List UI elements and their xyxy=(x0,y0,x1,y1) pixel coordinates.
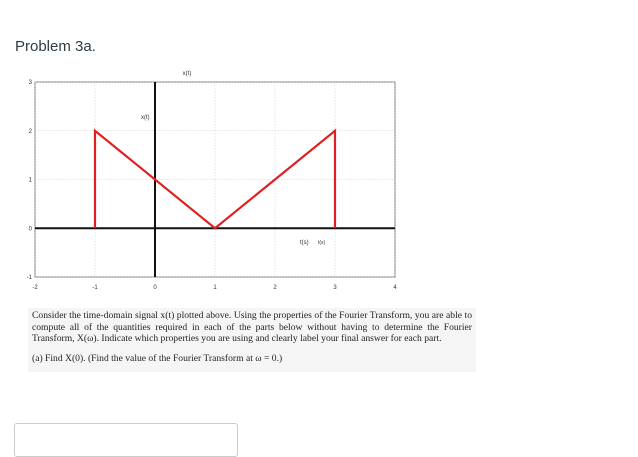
y-tick-label: 2 xyxy=(28,128,32,135)
problem-paragraph: Consider the time-domain signal x(t) plotted above. Using the properties of the Fourier Transform, you are able to compute all of the quantities required in each of the parts below without having to determine the Fourier Transform, X(ω). Indicate which properties you are using and clearly label your final answer for each part. xyxy=(32,310,472,345)
x-tick-label: 1 xyxy=(213,285,217,291)
y-tick-label: 0 xyxy=(28,226,32,233)
x-tick-label: 2 xyxy=(273,285,277,291)
problem-question: (a) Find X(0). (Find the value of the Fourier Transform at ω = 0.) xyxy=(32,352,283,364)
answer-input[interactable] xyxy=(14,423,238,457)
x-tick-label: 3 xyxy=(333,285,337,291)
x-tick-label: 4 xyxy=(393,285,397,291)
chart-xlabel: t(s) xyxy=(300,240,309,246)
x-tick-label: -2 xyxy=(32,285,38,291)
y-tick-label: -1 xyxy=(26,275,32,281)
y-tick-label: 3 xyxy=(28,80,32,86)
chart-ylabel: x(t) xyxy=(141,115,150,121)
problem-title: Problem 3a. xyxy=(15,38,96,55)
chart-title: x(t) xyxy=(182,71,192,77)
problem-statement xyxy=(28,308,476,372)
chart-xlabel-secondary: t(s) xyxy=(318,240,326,246)
x-tick-label: 0 xyxy=(153,285,157,291)
y-tick-label: 1 xyxy=(28,177,32,184)
x-tick-label: -1 xyxy=(92,285,98,291)
plot-grid xyxy=(35,82,395,277)
